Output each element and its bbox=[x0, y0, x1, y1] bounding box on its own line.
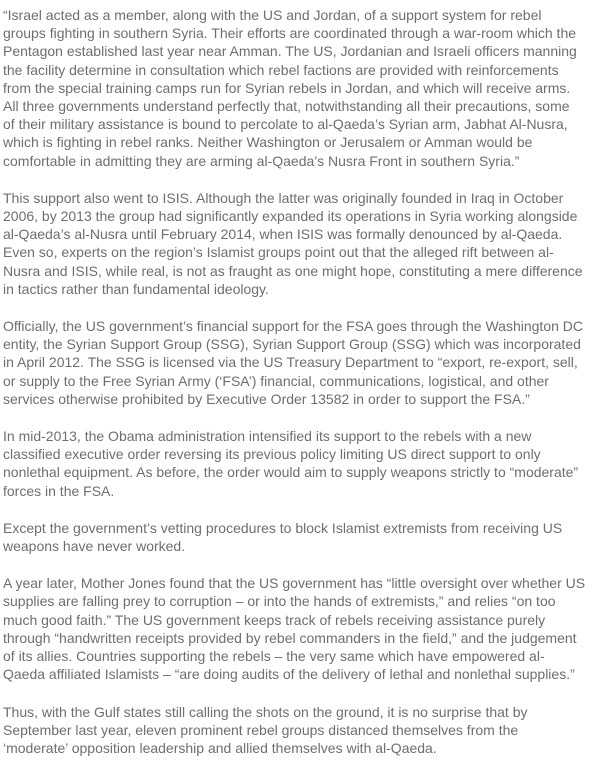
paragraph-line: September last year, eleven prominent rebel groups distanced themselves from the bbox=[3, 721, 519, 738]
paragraph-line: weapons have never worked. bbox=[3, 538, 186, 555]
paragraph bbox=[3, 574, 607, 683]
paragraph bbox=[3, 189, 607, 298]
paragraph-line: the facility determine in consultation which rebel factions are provided with reinforcements bbox=[3, 61, 559, 78]
paragraph-line: Thus, with the Gulf states still calling the shots on the ground, it is no surprise that by bbox=[3, 703, 528, 720]
paragraph bbox=[3, 427, 607, 500]
paragraph-line: ‘moderate’ opposition leadership and allied themselves with al-Qaeda. bbox=[3, 739, 437, 756]
paragraph bbox=[3, 317, 607, 408]
paragraph-line: of its allies. Countries supporting the rebels – the very same which have empowered al- bbox=[3, 648, 545, 665]
paragraph bbox=[3, 519, 607, 555]
article-body bbox=[3, 6, 607, 757]
paragraph-line: 2006, by 2013 the group had significantly expanded its operations in Syria working alongside bbox=[3, 208, 578, 225]
paragraph-line: Qaeda affiliated Islamists – “are doing audits of the delivery of lethal and nonlethal supplies.” bbox=[3, 666, 575, 683]
paragraph-line: much good faith.” The US government keeps track of rebels receiving assistance purely bbox=[3, 611, 546, 628]
paragraph-line: entity, the Syrian Support Group (SSG), Syrian Support Group (SSG) which was incorporated bbox=[3, 336, 581, 353]
paragraph-line: from the special training camps run for Syrian rebels in Jordan, and which will receive arms. bbox=[3, 79, 571, 96]
paragraph-line: in April 2012. The SSG is licensed via the US Treasury Department to “export, re-export, sell, bbox=[3, 354, 578, 371]
paragraph-line: al-Qaeda’s al-Nusra until February 2014, when ISIS was formally denounced by al-Qaeda. bbox=[3, 226, 563, 243]
paragraph-line: of their military assistance is bound to percolate to al-Qaeda’s Syrian arm, Jabhat Al-Nusra, bbox=[3, 116, 568, 133]
paragraph-line: comfortable in admitting they are arming al-Qaeda’s Nusra Front in southern Syria.” bbox=[3, 152, 520, 169]
paragraph-line: which is fighting in rebel ranks. Neither Washington or Jerusalem or Amman would be bbox=[3, 134, 533, 151]
paragraph-line: In mid-2013, the Obama administration intensified its support to the rebels with a new bbox=[3, 428, 532, 445]
paragraph-line: A year later, Mother Jones found that the US government has “little oversight over whether US bbox=[3, 575, 586, 592]
paragraph-line: forces in the FSA. bbox=[3, 482, 115, 499]
paragraph-line: Even so, experts on the region’s Islamist groups point out that the alleged rift between al- bbox=[3, 244, 554, 261]
paragraph bbox=[3, 703, 607, 758]
paragraph-line: Officially, the US government’s financial support for the FSA goes through the Washington DC bbox=[3, 318, 584, 335]
paragraph-line: nonlethal equipment. As before, the order would aim to supply weapons strictly to “moderate” bbox=[3, 464, 579, 481]
paragraph bbox=[3, 6, 607, 170]
paragraph-line: Except the government’s vetting procedures to block Islamist extremists from receiving US bbox=[3, 519, 563, 536]
paragraph-line: Nusra and ISIS, while real, is not as fraught as one might hope, constituting a mere difference bbox=[3, 262, 583, 279]
paragraph-line: All three governments understand perfectly that, notwithstanding all their precautions, some bbox=[3, 98, 570, 115]
paragraph-line: “Israel acted as a member, along with the US and Jordan, of a support system for rebel bbox=[3, 7, 542, 23]
paragraph-line: This support also went to ISIS. Although the latter was originally founded in Iraq in October bbox=[3, 189, 564, 206]
paragraph-line: classified executive order reversing its previous policy limiting US direct support to only bbox=[3, 446, 541, 463]
paragraph-line: or supply to the Free Syrian Army (‘FSA’) financial, communications, logistical, and other bbox=[3, 372, 549, 389]
paragraph-line: groups fighting in southern Syria. Their efforts are coordinated through a war-room which the bbox=[3, 25, 577, 42]
paragraph-line: through “handwritten receipts provided by rebel commanders in the field,” and the judgement bbox=[3, 629, 577, 646]
paragraph-line: services otherwise prohibited by Executive Order 13582 in order to support the FSA.” bbox=[3, 390, 530, 407]
paragraph-line: Pentagon established last year near Amman. The US, Jordanian and Israeli officers manning bbox=[3, 43, 577, 60]
paragraph-line: supplies are falling prey to corruption – or into the hands of extremists,” and relies “on too bbox=[3, 593, 556, 610]
paragraph-line: in tactics rather than fundamental ideology. bbox=[3, 280, 269, 297]
